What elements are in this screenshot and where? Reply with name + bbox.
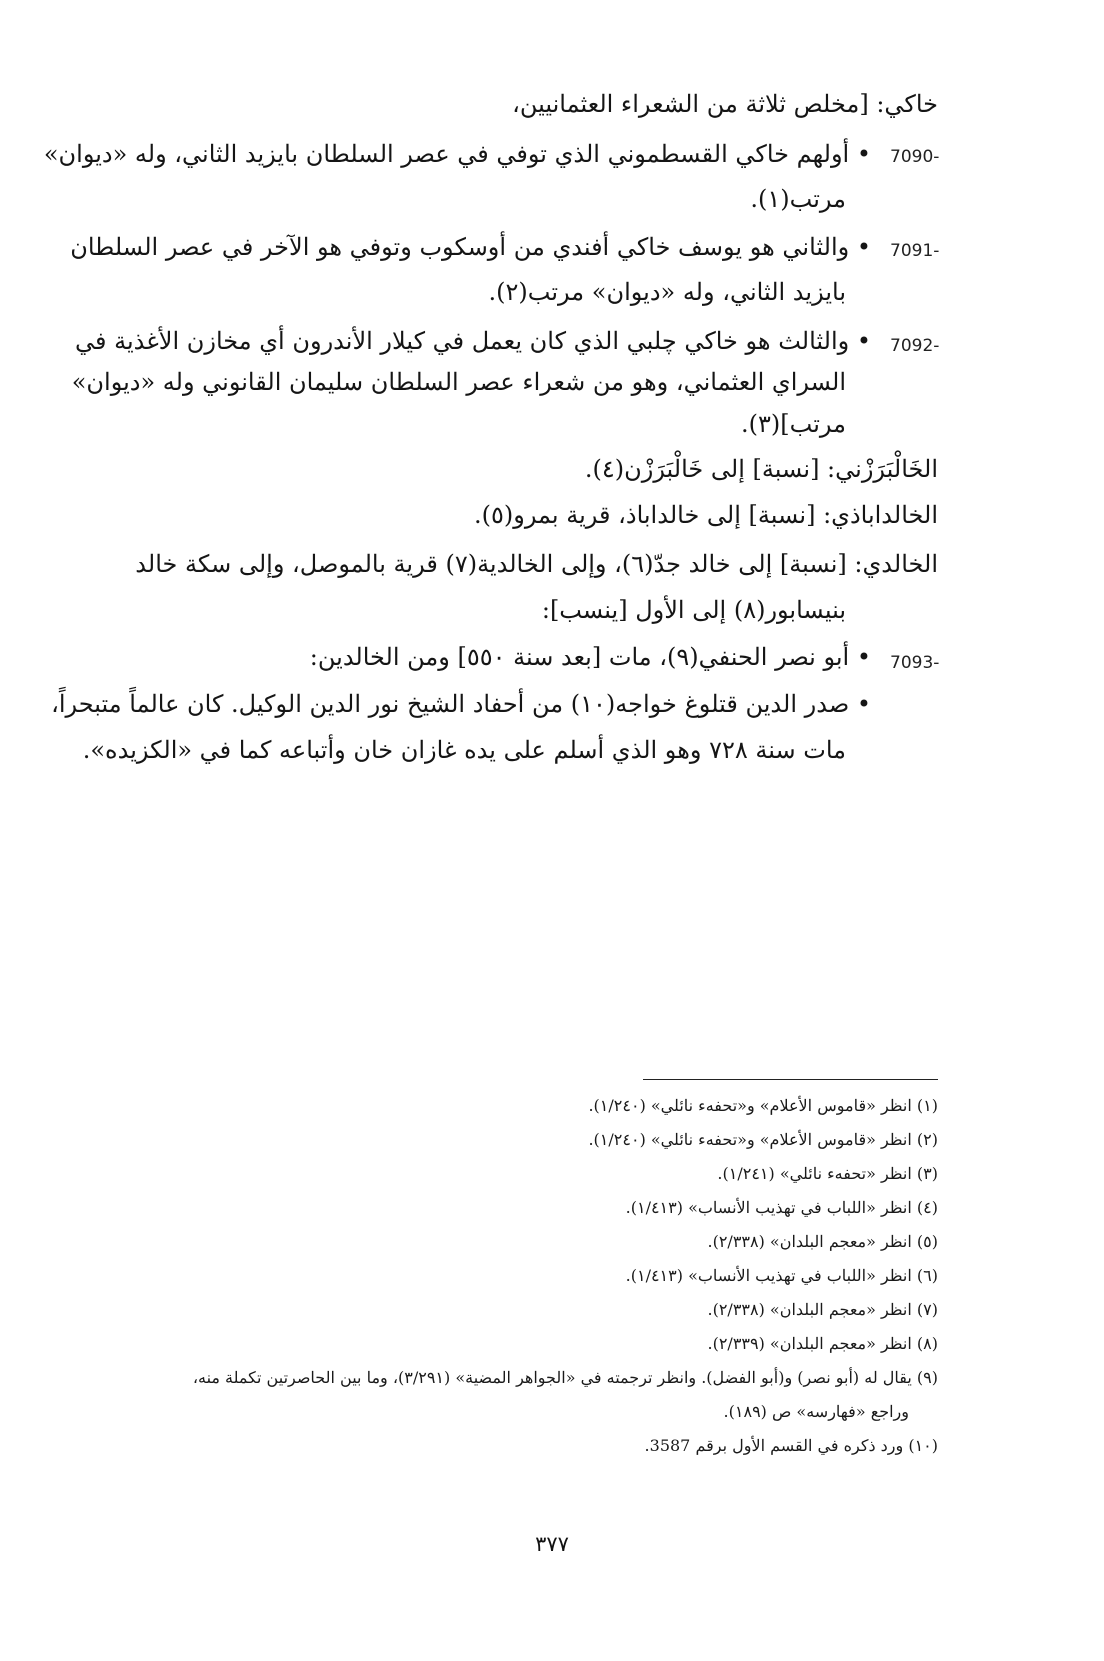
page-number: ٣٧٧: [535, 1532, 569, 1556]
footnote: (٦) انظر «اللباب في تهذيب الأنساب» (١/٤١٣).: [625, 1266, 938, 1285]
entry-number: 7091-: [890, 241, 940, 261]
entry-number: 7092-: [890, 336, 940, 356]
entry-text: مرتب(١).: [750, 185, 846, 213]
entry-text: السراي العثماني، وهو من شعراء عصر السلطان سليمان القانوني وله «ديوان»: [71, 368, 846, 396]
footnote: (٨) انظر «معجم البلدان» (٢/٣٣٩).: [707, 1334, 938, 1353]
footnote: (٣) انظر «تحفهء نائلي» (١/٢٤١).: [717, 1164, 938, 1183]
footnote: (٢) انظر «قاموس الأعلام» و«تحفهء نائلي» (١/٢٤٠).: [588, 1130, 938, 1149]
footnote: (٤) انظر «اللباب في تهذيب الأنساب» (١/٤١٣).: [625, 1198, 938, 1217]
entry-number: 7090-: [890, 147, 940, 167]
footnote-separator: [643, 1079, 938, 1080]
entry-text: مرتب](٣).: [741, 410, 846, 438]
entry-text: • والثالث هو خاكي چلبي الذي كان يعمل في كيلار الأندرون أي مخازن الأغذية في: [74, 327, 871, 355]
entry-heading-khaldabadhi: الخالداباذي: [نسبة] إلى خالداباذ، قرية بمرو(٥).: [473, 501, 938, 529]
entry-text: مات سنة ٧٢٨ وهو الذي أسلم على يده غازان خان وأتباعه كما في «الكزيده».: [82, 736, 846, 764]
entry-number: 7093-: [890, 653, 940, 673]
footnote: (٩) يقال له (أبو نصر) و(أبو الفضل). وانظر ترجمته في «الجواهر المضية» (٣/٢٩١)، وما بين الحاصرتين تكملة منه،: [192, 1368, 938, 1387]
entry-text: • أبو نصر الحنفي(٩)، مات [بعد سنة ٥٥٠] ومن الخالدين:: [309, 643, 871, 671]
footnote: (١) انظر «قاموس الأعلام» و«تحفهء نائلي» (١/٢٤٠).: [588, 1096, 938, 1115]
entry-heading-khalidi: الخالدي: [نسبة] إلى خالد جدّ(٦)، وإلى الخالدية(٧) قرية بالموصل، وإلى سكة خالد: [135, 550, 938, 578]
footnote: (٧) انظر «معجم البلدان» (٢/٣٣٨).: [707, 1300, 938, 1319]
entry-text: • أولهم خاكي القسطموني الذي توفي في عصر السلطان بايزيد الثاني، وله «ديوان»: [43, 140, 871, 168]
entry-text: • والثاني هو يوسف خاكي أفندي من أوسكوب وتوفي هو الآخر في عصر السلطان: [70, 233, 871, 261]
entry-text: بنيسابور(٨) إلى الأول [ينسب]:: [541, 596, 846, 624]
footnote: (٥) انظر «معجم البلدان» (٢/٣٣٨).: [707, 1232, 938, 1251]
entry-heading-khalbarzani: الخَالْبَرَزْني: [نسبة] إلى خَالْبَرَزْن(٤).: [584, 455, 938, 483]
footnote: وراجع «فهارسه» ص (١٨٩).: [723, 1402, 909, 1421]
footnote: (١٠) ورد ذكره في القسم الأول برقم 3587.: [644, 1436, 938, 1455]
entry-heading-khaki: خاكي: [مخلص ثلاثة من الشعراء العثمانيين،: [512, 90, 938, 118]
entry-text: • صدر الدين قتلوغ خواجه(١٠) من أحفاد الشيخ نور الدين الوكيل. كان عالماً متبحراً،: [51, 690, 871, 718]
entry-text: بايزيد الثاني، وله «ديوان» مرتب(٢).: [488, 278, 846, 306]
